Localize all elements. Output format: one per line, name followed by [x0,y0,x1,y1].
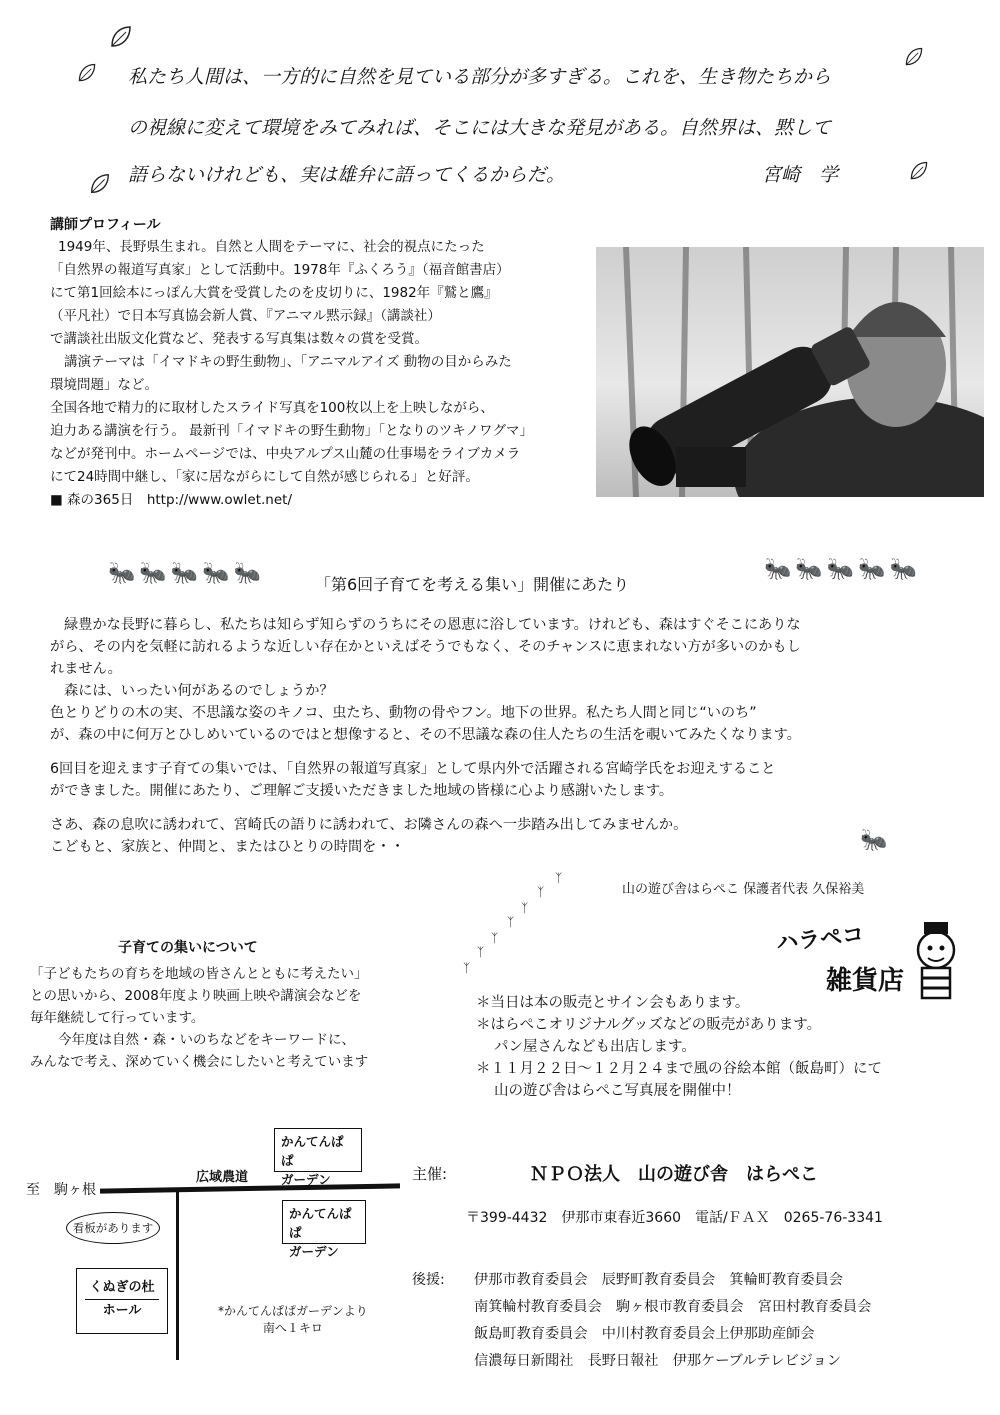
profile-line: 「自然界の報道写真家」として活動中。1978年『ふくろう』（福音館書店） [50,262,510,278]
map-note [218,1303,368,1337]
map-note-line: 南へ１キロ [262,1321,323,1335]
section-title: 「第6回子育てを考える集い」開催にあたり [315,575,630,594]
about-line: 「子どもたちの育ちを地域の皆さんとともに考えたい」 [30,966,368,982]
leaf-icon [903,44,925,70]
organizer-label: 主催: [412,1165,448,1183]
intro-line: 6回目を迎えます子育ての集いでは、「自然界の報道写真家」として県内外で活躍される宮崎学氏をお迎えすること [50,761,776,777]
profile-line: 迫力ある講演を行う。 最新刊「イマドキの野生動物」「となりのツキノワグマ」 [50,423,534,439]
organizer-name: ＮＰＯ法人 山の遊び舎 はらぺこ [530,1164,818,1185]
sponsor-line: 南箕輪村教育委員会 駒ヶ根市教育委員会 宮田村教育委員会 [474,1299,872,1315]
quote-author: 宮崎 学 [762,164,839,186]
sponsors-list [474,1267,871,1375]
map-garden-mid-line: ガーデン [289,1244,339,1259]
profile-line: （平凡社）で日本写真協会新人賞、『アニマル黙示録』（講談社） [50,308,441,324]
about-text [30,963,368,1073]
svg-text:ᛉ: ᛉ [477,945,485,959]
intro-line: さあ、森の息吹に誘われて、宮崎氏の語りに誘われて、お隣さんの森へ一歩踏み出してみませんか。 [50,817,688,833]
sponsor-line: 飯島町教育委員会 中川村教育委員会上伊那助産師会 [474,1326,815,1342]
intro-line: が、森の中に何万とひしめいているのではと想像すると、その不思議な森の住人たちの生活を覗いてみたくなります。 [50,727,801,743]
shop-mascot-icon [908,920,964,1004]
website-link[interactable]: ■ 森の365日 http://www.owlet.net/ [50,492,292,508]
profile-heading: 講師プロフィール [50,217,161,233]
intro-line: れません。 [50,661,122,677]
notice-item: ＊当日は本の販売とサイン会もあります。 [476,995,750,1011]
intro-line: 色とりどりの木の実、不思議な姿のキノコ、虫たち、動物の骨やフン。地下の世界。私たち人間と同じ“いのち” [50,705,757,721]
svg-text:ᛉ: ᛉ [463,961,471,975]
quote-line-2: の視線に変えて環境をみてみれば、そこには大きな発見がある。自然界は、黙して [128,117,832,139]
svg-text:ᛉ: ᛉ [521,901,529,915]
about-line: みんなで考え、深めていく機会にしたいと考えています [30,1054,369,1070]
photographer-photo [596,247,984,497]
map-garden-top-line: かんてんぱぱ [281,1134,344,1168]
svg-text:ᛉ: ᛉ [537,885,545,899]
map-sign-bubble [66,1212,160,1244]
photographer-illustration [596,247,984,497]
map-hall [76,1268,168,1334]
svg-text:ᛉ: ᛉ [555,871,563,885]
about-line: 毎年継続して行っています。 [30,1010,205,1026]
ant-icons-left: 🐜🐜🐜🐜🐜 [108,561,265,586]
svg-text:ᛉ: ᛉ [491,931,499,945]
intro-line: がら、その内を気軽に訪れるような近しい存在かといえばそうでもなく、そのチャンスに恵まれない方が多いのかもし [50,639,801,655]
profile-line: にて第1回絵本にっぽん大賞を受賞したのを皮切りに、1982年『鷲と鷹』 [50,285,498,301]
profile-line: にて24時間中継し、「家に居ながらにして自然が感じられる」と好評。 [50,469,479,485]
map-hall-line: くぬぎの杜 [85,1277,159,1300]
sponsor-line: 伊那市教育委員会 辰野町教育委員会 箕輪町教育委員会 [474,1272,843,1288]
svg-text:ᛉ: ᛉ [507,915,515,929]
leaf-icon [108,24,134,50]
notice-item: ＊１１月２２日～１２月２４まで風の谷絵本館（飯島町）にて [476,1061,882,1077]
shop-logo-line-2: 雑貨店 [826,966,905,996]
map-garden-top [274,1128,362,1187]
profile-line: 講演テーマは「イマドキの野生動物」、「アニマルアイズ 動物の目からみた [64,354,512,370]
map-garden-mid [282,1200,366,1259]
quote-line-3: 語らないけれども、実は雄弁に語ってくるからだ。 [128,164,566,186]
quote-line-1: 私たち人間は、一方的に自然を見ている部分が多すぎる。これを、生き物たちから [128,66,832,88]
organizer-address: 〒399-4432 伊那市東春近3660 電話/ＦＡＸ 0265-76-3341 [466,1210,883,1226]
intro-line: 森には、いったい何があるのでしょうか？ [64,683,334,699]
map-garden-mid-line: かんてんぱぱ [289,1206,352,1240]
profile-text [50,236,533,512]
profile-line: 1949年、長野県生まれ。自然と人間をテーマに、社会的視点にたった [58,239,485,255]
sponsor-line: 信濃毎日新聞社 長野日報社 伊那ケーブルテレビジョン [474,1353,842,1369]
profile-line: 全国各地で精力的に取材したスライド写真を100枚以上を上映しながら、 [50,400,494,416]
map-sign-label: 看板があります [72,1221,154,1235]
about-heading: 子育ての集いについて [118,940,258,956]
about-line: との思いから、2008年度より映画上映や講演会などを [30,988,362,1004]
intro-line: こどもと、家族と、仲間と、またはひとりの時間を・・ [50,839,405,855]
footprint-trail [455,870,595,980]
intro-signature: 山の遊び舎はらぺこ 保護者代表 久保裕美 [622,882,865,897]
map-note-line: *かんてんぱぱガーデンより [218,1304,368,1318]
leaf-icon [88,172,112,196]
leaf-icon [908,160,930,182]
shop-logo-line-1: ハラペコ [775,921,866,957]
intro-text [50,614,801,858]
leaf-icon [76,62,98,84]
profile-line: で講談社出版文化賞など、発表する写真集は数々の賞を受賞。 [50,331,428,347]
profile-line: などが発刊中。ホームページでは、中央アルプス山麓の仕事場をライブカメラ [50,446,521,462]
ant-icon: 🐜 [860,828,888,853]
map-to-label: 至 駒ヶ根 [26,1182,96,1198]
intro-line: ができました。開催にあたり、ご理解ご支援いただきました地域の皆様に心より感謝いたします。 [50,783,674,799]
notices [476,992,882,1102]
notice-item: パン屋さんなども出店します。 [494,1039,696,1055]
sponsors-label: 後援: [412,1272,445,1288]
map-road-label: 広域農道 [196,1170,249,1185]
map-road [100,1183,400,1193]
ant-icons-right: 🐜🐜🐜🐜🐜 [764,557,921,582]
notice-item: 山の遊び舎はらぺこ写真展を開催中！ [494,1083,741,1099]
profile-line: 環境問題」など。 [50,377,158,393]
about-line: 今年度は自然・森・いのちなどをキーワードに、 [58,1032,355,1048]
intro-line: 緑豊かな長野に暮らし、私たちは知らず知らずのうちにその恩恵に浴しています。けれども、森はすぐそこにありな [64,617,801,633]
notice-item: ＊はらぺこオリジナルグッズなどの販売があります。 [476,1017,822,1033]
map-side-road [176,1190,179,1360]
map-garden-top-line: ガーデン [281,1172,331,1187]
map-hall-line: ホール [102,1303,142,1318]
